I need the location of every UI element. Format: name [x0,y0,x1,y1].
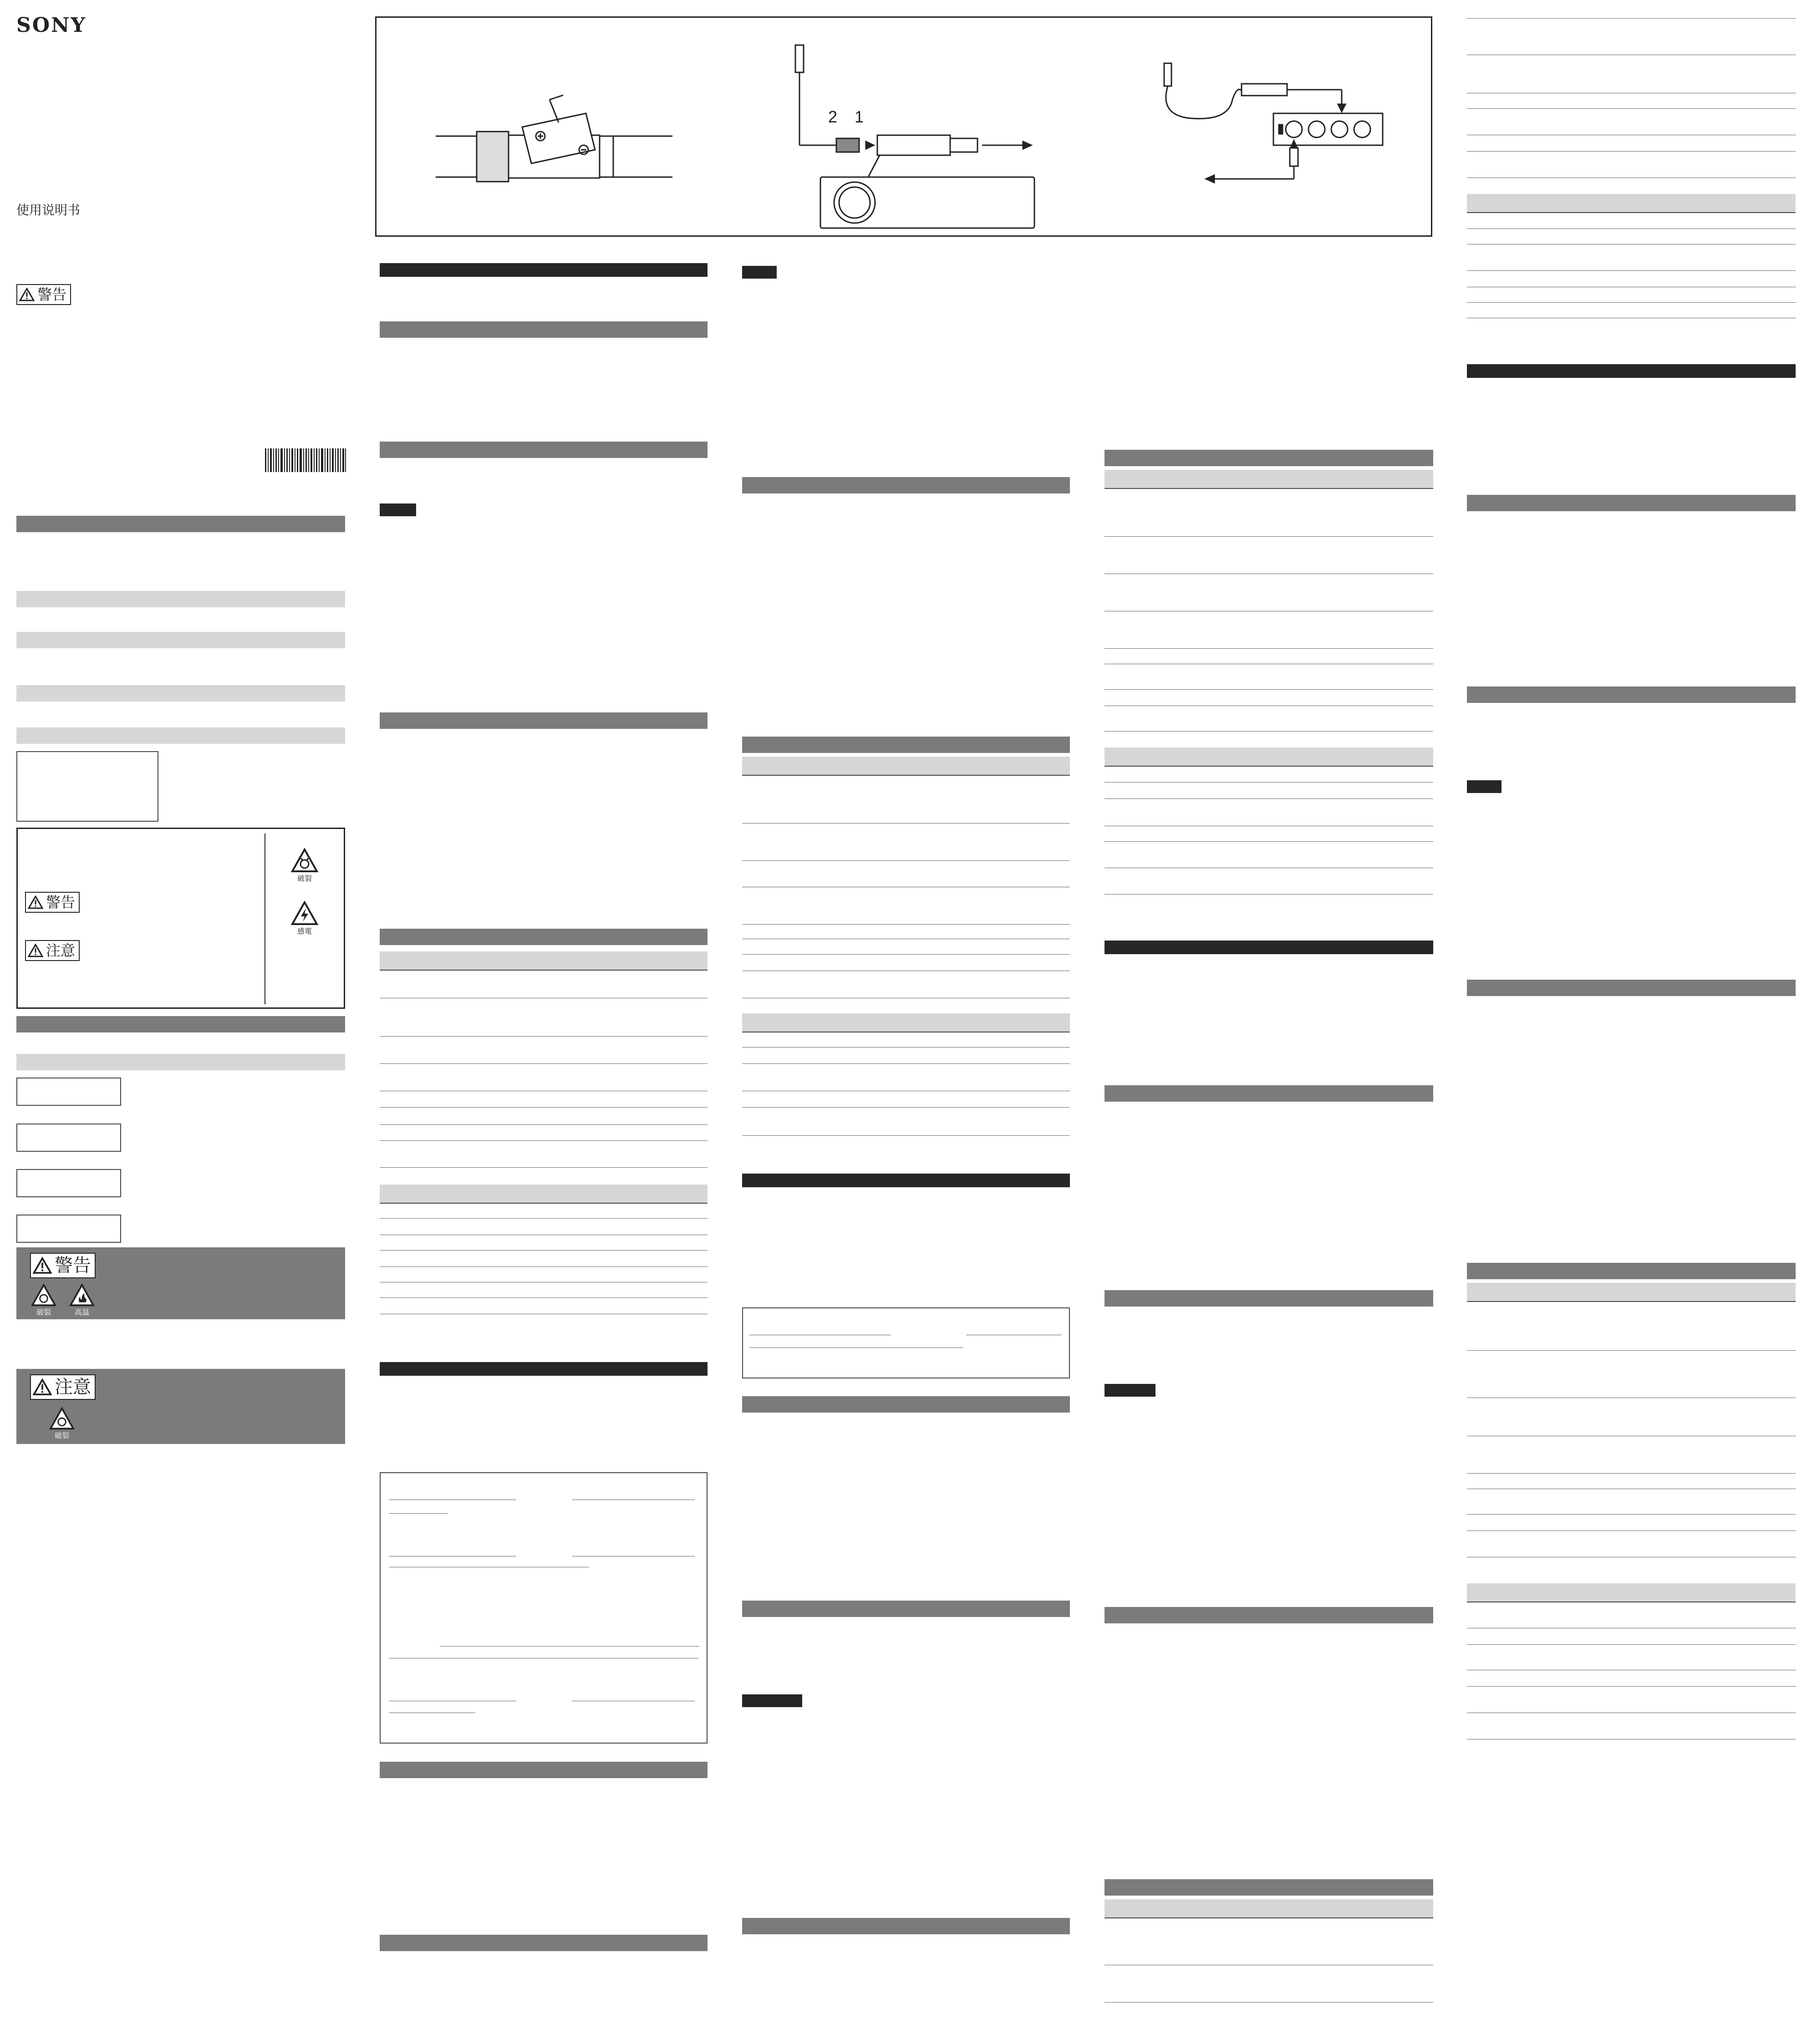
label-box [16,1215,121,1243]
note-tag [742,1694,802,1707]
table-rule [1467,270,1796,271]
step-1: 1 [855,107,864,126]
table-rule [380,1063,708,1064]
step-2: 2 [828,107,838,126]
table-rule [742,954,1070,955]
warning-label: 警告 [30,1253,96,1278]
section-bar [742,1918,1070,1934]
table-rule [1105,648,1433,649]
table-rule [742,924,1070,925]
section-bar [1467,1263,1796,1279]
caution-triangle-icon [28,944,43,957]
chapter-bar [742,1174,1070,1187]
table-rule [380,1140,708,1141]
section-bar [380,929,708,945]
section-bar-light [16,1054,345,1070]
section-bar [1105,1085,1433,1102]
table-rule [1105,2002,1433,2003]
receiver-connection-illustration [1160,59,1396,214]
table-rule [1105,841,1433,842]
table-rule [1467,1644,1796,1645]
section-bar-light [16,685,345,702]
table-rule [380,1124,708,1125]
section-bar [380,712,708,729]
table-rule [1105,536,1433,537]
section-bar-light [16,591,345,607]
rupture-icon: 破裂 [30,1284,57,1317]
section-bar [16,516,345,532]
battery-insertion-illustration [436,86,672,191]
table-rule [1467,1530,1796,1531]
safety-box [16,828,345,1009]
chapter-bar [1105,941,1433,954]
table-rule [1467,1350,1796,1351]
table-rule [380,1107,708,1108]
chapter-bar [380,1362,708,1376]
section-bar [742,1396,1070,1413]
section-bar [16,1016,345,1032]
warning-label-top: 警告 [16,284,71,305]
illustration-frame [375,16,1432,237]
caution-panel [16,1369,345,1444]
caution-label: 注意 [25,940,80,961]
electric-shock-icon: 感電 [291,901,318,936]
warning-triangle-icon [19,288,35,301]
section-bar-light [16,632,345,648]
table-rule [742,1135,1070,1136]
connector-illustration [777,41,1096,232]
table-header [1105,747,1433,767]
barcode [265,448,346,472]
rupture-icon: 破裂 [48,1407,76,1440]
table-rule [380,1266,708,1267]
table-header [1105,470,1433,489]
note-box [16,751,158,822]
table-rule [380,1297,708,1298]
table-rule [1467,1473,1796,1474]
table-header [1467,194,1796,213]
table-rule [1105,731,1433,732]
table-rule [380,1218,708,1219]
section-bar [380,321,708,338]
chapter-bar [380,263,708,277]
warranty-card [742,1307,1070,1378]
chapter-bar [1467,364,1796,378]
section-bar [380,1762,708,1778]
section-bar [742,477,1070,493]
section-bar [1105,1879,1433,1896]
note-tag [742,266,777,279]
table-header [1467,1583,1796,1602]
note-tag [380,503,416,516]
table-rule [380,1036,708,1037]
section-bar [1105,1290,1433,1307]
sony-logo: SONY [16,14,87,37]
warranty-card [380,1472,708,1744]
note-tag [1467,780,1502,793]
label-box [16,1124,121,1152]
section-bar [380,1935,708,1951]
table-rule [1467,108,1796,109]
table-rule [1105,782,1433,783]
table-header [1105,1899,1433,1918]
table-rule [380,1250,708,1251]
section-bar [1467,686,1796,703]
table-rule [1467,1514,1796,1515]
table-header [380,951,708,971]
table-rule [1105,798,1433,799]
warning-triangle-icon [33,1257,52,1274]
rupture-icon: 破裂 [291,848,318,883]
section-bar [1105,450,1433,466]
section-bar [742,1601,1070,1617]
table-rule [1467,151,1796,152]
warning-label: 警告 [25,892,80,913]
table-header [742,757,1070,776]
table-rule [1105,894,1433,895]
manual-title: 使用说明书 [16,203,81,218]
caution-label: 注意 [30,1374,96,1400]
table-header [380,1185,708,1204]
table-rule [742,860,1070,861]
section-bar [380,442,708,458]
section-bar [1467,495,1796,511]
table-rule [380,1167,708,1168]
section-bar [742,737,1070,753]
high-temp-icon: 高温 [68,1284,96,1317]
table-rule [1467,302,1796,303]
section-bar [1467,980,1796,996]
table-rule [1467,18,1796,19]
table-rule [1105,689,1433,690]
table-rule [1467,1686,1796,1687]
warning-triangle-icon [28,895,43,909]
table-header [1467,1283,1796,1302]
table-rule [742,1063,1070,1064]
table-header [742,1013,1070,1032]
note-tag [1105,1384,1155,1397]
table-rule [742,823,1070,824]
section-bar-light [16,727,345,744]
table-rule [742,1107,1070,1108]
label-box [16,1169,121,1197]
label-box [16,1078,121,1106]
caution-triangle-icon [33,1378,52,1396]
section-bar [1105,1607,1433,1623]
warning-panel [16,1247,345,1319]
